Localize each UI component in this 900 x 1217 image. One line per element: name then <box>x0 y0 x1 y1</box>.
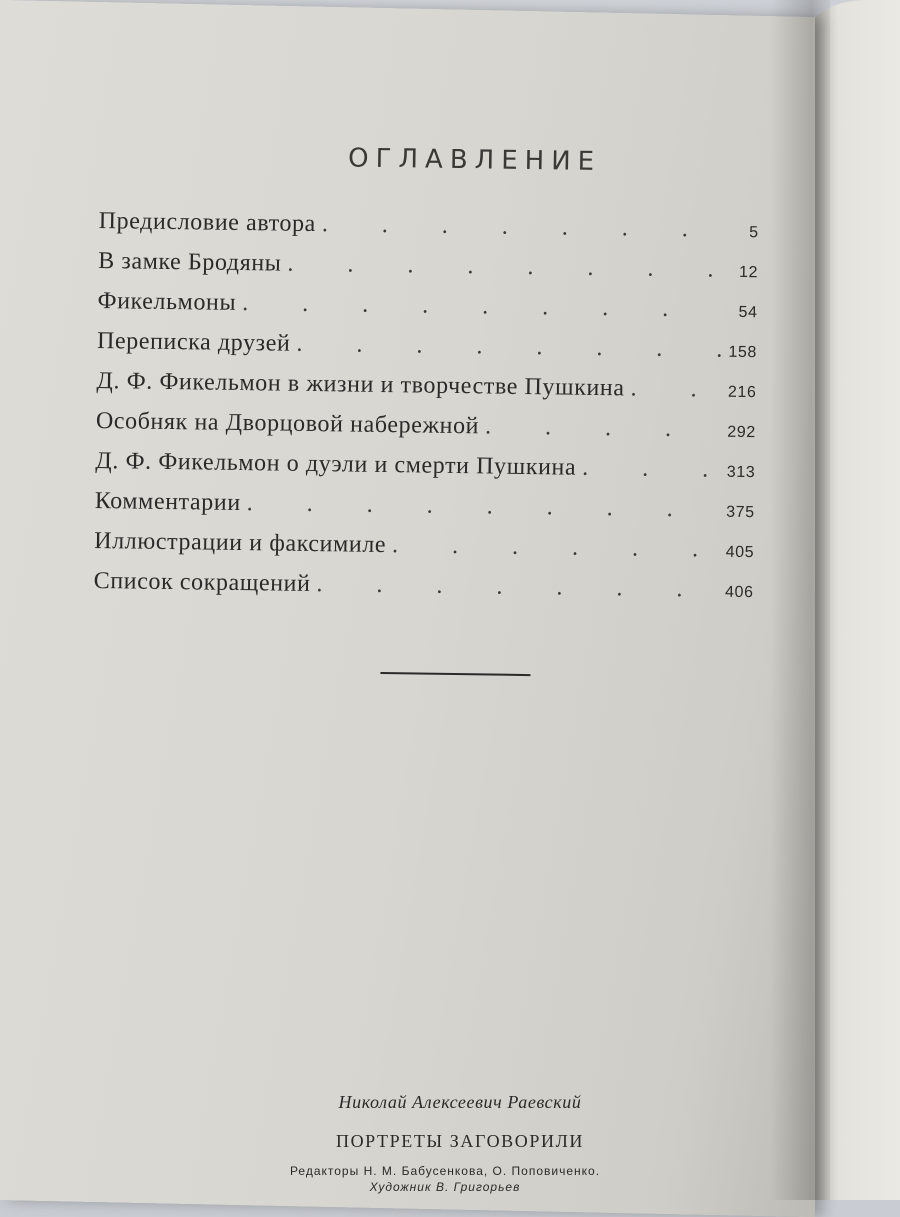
toc-leader-dots <box>242 290 722 324</box>
toc-title: ОГЛАВЛЕНИЕ <box>347 143 602 177</box>
toc-leader-dots <box>392 532 718 564</box>
toc-entry-title: Предисловие автора <box>98 207 317 238</box>
imprint-book-title: ПОРТРЕТЫ ЗАГОВОРИЛИ <box>335 1131 585 1151</box>
toc-entry-page: 158 <box>728 343 758 362</box>
toc-leader-dots <box>630 375 720 403</box>
toc-entry-page: 313 <box>726 463 756 482</box>
toc-leader-dots <box>485 413 720 443</box>
toc-leader-dots <box>287 251 722 284</box>
toc-leader-dots <box>247 490 719 524</box>
toc-list <box>93 208 759 617</box>
toc-leader-dots <box>316 571 717 604</box>
toc-leader-dots <box>582 455 719 484</box>
toc-entry-page: 54 <box>738 303 758 322</box>
toc-entry-title: Д. Ф. Фикельмон о дуэли и смерти Пушкина <box>95 447 577 481</box>
toc-entry-title: Д. Ф. Фикельмон в жизни и творчестве Пушкина <box>96 367 625 402</box>
toc-entry-page: 216 <box>727 383 757 402</box>
toc-entry-title: Фикельмоны <box>97 287 237 316</box>
toc-entry-page: 12 <box>738 263 759 282</box>
imprint-editors: Редакторы Н. М. Бабусенкова, О. Поповиченко. <box>289 1164 601 1178</box>
toc-leader-dots <box>322 211 723 244</box>
toc-entry-page: 406 <box>724 583 754 602</box>
table-of-contents <box>92 130 759 679</box>
toc-entry-title: Комментарии <box>94 487 241 517</box>
toc-entry-page: 5 <box>749 224 759 242</box>
toc-entry-title: Особняк на Дворцовой набережной <box>95 407 480 440</box>
toc-entry-page: 405 <box>725 543 755 562</box>
toc-entry-title: Переписка друзей <box>96 327 291 357</box>
toc-entry-title: Список сокращений <box>93 567 311 597</box>
toc-entry <box>93 568 753 617</box>
toc-entry-page: 292 <box>727 423 756 442</box>
toc-entry-page: 375 <box>726 503 755 522</box>
toc-entry-title: Иллюстрации и факсимиле <box>94 527 387 559</box>
imprint-author: Николай Алексеевич Раевский <box>338 1092 582 1112</box>
toc-entry-title: В замке Бродяны <box>97 247 282 277</box>
toc-leader-dots <box>296 331 721 364</box>
imprint <box>250 1092 670 1194</box>
imprint-artist: Художник В. Григорьев <box>369 1180 521 1194</box>
book-gutter <box>770 0 830 1200</box>
